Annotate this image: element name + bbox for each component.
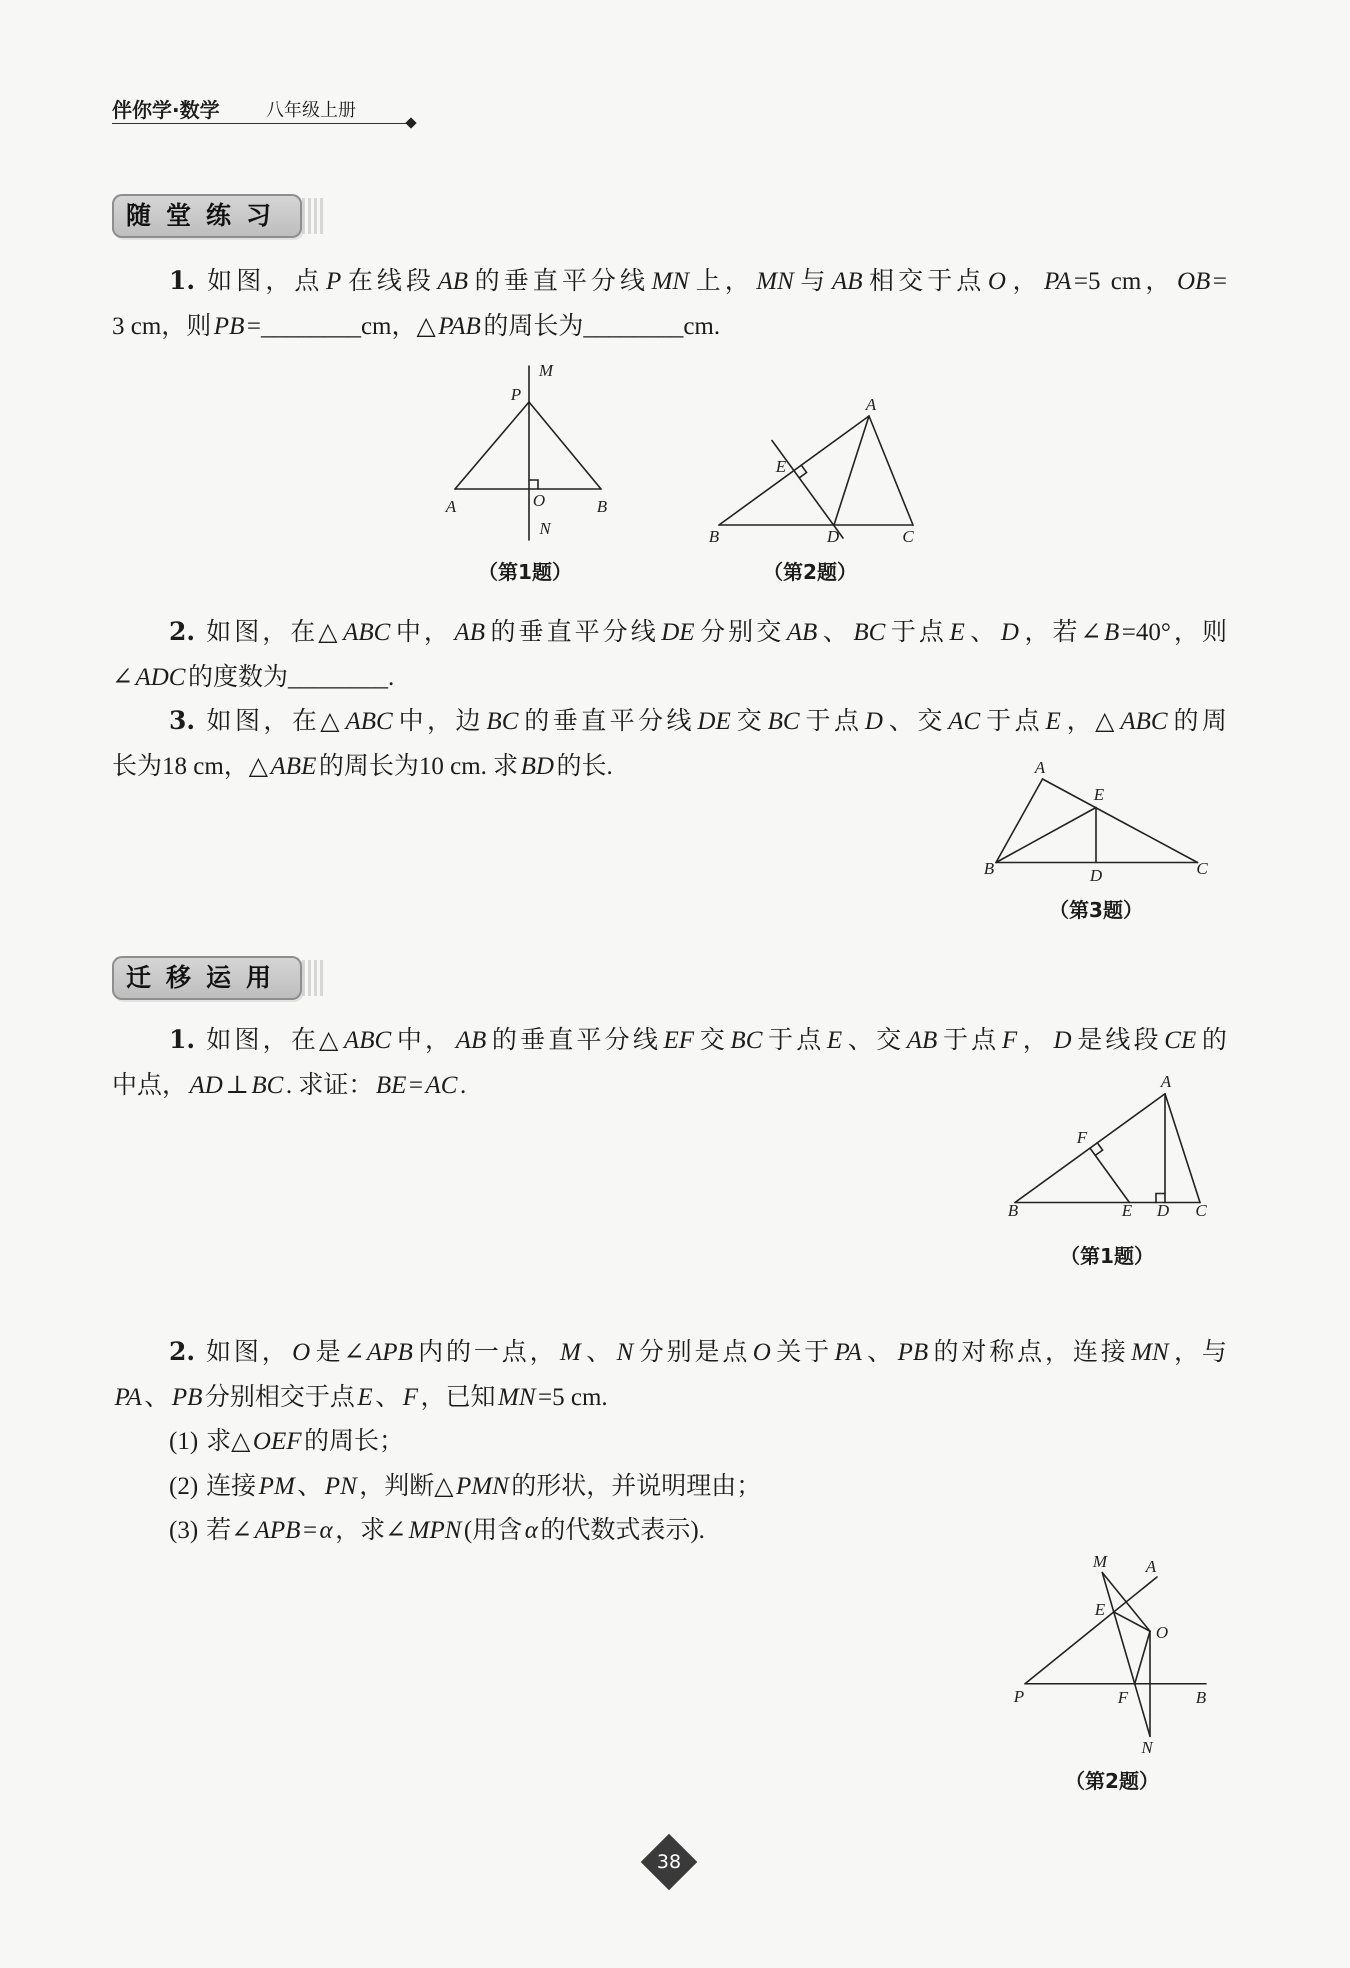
segment-ad — [834, 416, 869, 525]
figure-caption: （第2题） — [763, 560, 857, 584]
figure-caption: （第1题） — [1060, 1244, 1154, 1268]
sub-question-label: (3) — [169, 1517, 199, 1544]
math-variable: AB — [437, 268, 469, 295]
right-angle-mark — [1095, 1143, 1102, 1156]
problem-text: 如图，在△ ABC 中， AB 的垂直平分线 DE 分别交 AB 、 BC 于点 E 、 D ，若∠ B =40°，则 — [203, 619, 1227, 646]
math-variable: D — [1053, 1027, 1072, 1054]
point-label: E — [1094, 1600, 1106, 1619]
math-variable: B — [1103, 619, 1120, 646]
point-label: B — [596, 497, 608, 516]
point-label: M — [1092, 1552, 1108, 1571]
math-variable: N — [616, 1339, 634, 1366]
problem-text: 如图， O 是∠ APB 内的一点， M 、 N 分别是点 O 关于 PA 、 PB 的对称点，连接 MN ，与 — [203, 1339, 1227, 1366]
math-variable: O — [292, 1339, 311, 1366]
math-variable: BE — [375, 1071, 407, 1099]
math-variable: PAB — [438, 312, 481, 340]
figure-caption: （第3题） — [1049, 898, 1143, 922]
point-label: D — [1089, 866, 1103, 885]
figure-transfer-1 — [1008, 1072, 1208, 1220]
figure-transfer-2 — [1013, 1552, 1207, 1757]
math-variable: BC — [251, 1071, 284, 1099]
segment-pa — [455, 402, 529, 489]
math-variable: AB — [786, 619, 818, 646]
point-label: P — [1013, 1687, 1025, 1706]
segment-ac — [869, 416, 913, 525]
math-variable: E — [357, 1383, 373, 1411]
point-label: B — [708, 527, 720, 546]
math-variable: BC — [730, 1027, 763, 1054]
math-variable: PA — [1044, 268, 1072, 295]
sub-question-text: 若∠ APB = α ，求∠ MPN (用含 α 的代数式表示). — [206, 1517, 705, 1544]
figure-caption: （第2题） — [1065, 1769, 1159, 1793]
problem-number: 1. — [169, 1025, 196, 1054]
math-variable: ABC — [345, 708, 393, 735]
math-variable: PB — [171, 1383, 203, 1411]
math-variable: E — [1045, 708, 1061, 735]
segment-of — [1135, 1631, 1150, 1684]
math-variable: BC — [853, 619, 886, 646]
sub-question-text: 求△ OEF 的周长； — [206, 1428, 405, 1455]
math-variable: PN — [324, 1472, 357, 1500]
ray-pa — [1025, 1577, 1157, 1684]
math-variable: P — [325, 268, 342, 295]
figure-practice-1 — [445, 361, 608, 540]
point-label: B — [983, 859, 995, 878]
math-variable: BC — [486, 708, 519, 735]
math-variable: ABC — [343, 1027, 392, 1054]
math-variable: M — [560, 1339, 581, 1366]
math-variable: E — [949, 619, 965, 646]
point-label: F — [1117, 1688, 1129, 1707]
math-variable: OB — [1176, 268, 1211, 295]
math-variable: ABC — [1120, 708, 1168, 735]
math-variable: APB — [254, 1517, 301, 1544]
math-variable: MPN — [408, 1517, 462, 1544]
point-label: N — [1141, 1738, 1153, 1757]
sub-question-label: (1) — [169, 1428, 199, 1455]
problem-text: 长为18 cm，△ ABE 的周长为10 cm. 求 BD 的长. — [112, 752, 613, 780]
math-variable: O — [987, 268, 1006, 295]
math-variable: EF — [663, 1027, 695, 1054]
figure-caption: （第1题） — [478, 560, 572, 584]
point-label: C — [1195, 1201, 1207, 1220]
math-variable: α — [319, 1517, 333, 1544]
math-variable: O — [752, 1339, 771, 1366]
problem-text: ∠ ADC 的度数为________. — [112, 663, 395, 691]
problem-text: 如图，在△ ABC 中，边 BC 的垂直平分线 DE 交 BC 于点 D 、交 AC 于点 E ，△ ABC 的周 — [203, 708, 1227, 735]
sub-question-text: 连接 PM 、 PN ，判断△ PMN 的形状，并说明理由； — [206, 1472, 762, 1500]
math-variable: PA — [834, 1339, 862, 1366]
point-label: A — [865, 395, 877, 414]
perpendicular-bisector-de — [772, 441, 843, 539]
section-title: 迁移运用 — [126, 963, 287, 992]
problem-number: 1. — [169, 266, 196, 295]
math-variable: DE — [697, 708, 731, 735]
right-angle-mark — [799, 465, 806, 478]
right-angle-mark — [529, 480, 538, 489]
math-variable: OEF — [252, 1428, 302, 1455]
math-variable: MN — [498, 1383, 536, 1411]
point-label: A — [1145, 1557, 1157, 1576]
math-variable: AC — [425, 1071, 458, 1099]
math-variable: PB — [897, 1339, 929, 1366]
point-label: E — [775, 457, 787, 476]
segment-mo — [1102, 1573, 1150, 1632]
math-variable: AD — [189, 1071, 223, 1099]
point-label: D — [826, 527, 840, 546]
book-volume: 八年级上册 — [266, 100, 356, 121]
problem-number: 3. — [169, 706, 196, 735]
math-variable: PMN — [455, 1472, 509, 1500]
math-variable: AB — [455, 1027, 487, 1054]
math-variable: D — [864, 708, 883, 735]
point-label: B — [1007, 1201, 1019, 1220]
math-variable: AB — [831, 268, 863, 295]
math-variable: PA — [114, 1383, 142, 1411]
point-label: E — [1121, 1201, 1133, 1220]
math-variable: F — [402, 1383, 418, 1411]
point-label: B — [1195, 1688, 1207, 1707]
math-variable: BD — [520, 752, 554, 780]
math-variable: D — [1000, 619, 1019, 646]
math-variable: BC — [767, 708, 800, 735]
point-label: A — [1034, 758, 1046, 777]
point-label: O — [532, 491, 546, 510]
math-variable: AB — [906, 1027, 938, 1054]
math-variable: E — [826, 1027, 843, 1054]
point-label: F — [1076, 1128, 1088, 1147]
math-variable: PB — [213, 312, 245, 340]
math-variable: F — [1001, 1027, 1018, 1054]
point-label: D — [1156, 1201, 1170, 1220]
math-variable: APB — [366, 1339, 413, 1366]
math-variable: MN — [1131, 1339, 1169, 1366]
segment-ac — [1165, 1094, 1200, 1203]
point-label: O — [1155, 1623, 1169, 1642]
math-variable: AC — [948, 708, 981, 735]
point-label: M — [538, 361, 554, 380]
math-variable: PM — [258, 1472, 295, 1500]
math-variable: DE — [661, 619, 695, 646]
figure-practice-3 — [984, 758, 1209, 885]
math-variable: ADC — [135, 663, 186, 691]
math-variable: MN — [756, 268, 794, 295]
problem-text: 如图，点 P 在线段 AB 的垂直平分线 MN 上， MN 与 AB 相交于点 O ， PA =5 cm， OB = — [203, 268, 1227, 295]
segment-ac — [1043, 779, 1198, 863]
segment-pb — [529, 402, 601, 489]
problem-text: 3 cm，则 PB =________cm，△ PAB 的周长为________cm. — [112, 312, 721, 340]
point-label: N — [539, 519, 551, 538]
section-title: 随堂练习 — [126, 201, 287, 230]
math-variable: CE — [1164, 1027, 1197, 1054]
point-label: P — [510, 385, 522, 404]
math-variable: ABC — [343, 619, 391, 646]
book-series-title: 伴你学·数学 — [112, 98, 220, 122]
point-label: C — [902, 527, 914, 546]
problem-text: PA 、 PB 分别相交于点 E 、 F ，已知 MN =5 cm. — [114, 1383, 608, 1411]
math-variable: AB — [454, 619, 485, 646]
problem-text: 如图，在△ ABC 中， AB 的垂直平分线 EF 交 BC 于点 E 、交 AB 于点 F ， D 是线段 CE 的 — [203, 1027, 1227, 1054]
segment-ef — [1090, 1148, 1129, 1202]
point-label: A — [445, 497, 457, 516]
point-label: C — [1196, 859, 1208, 878]
page-number: 38 — [656, 1851, 682, 1873]
point-label: E — [1093, 785, 1105, 804]
sub-question-label: (2) — [169, 1472, 199, 1500]
math-variable: ABE — [270, 752, 317, 780]
point-label: A — [1160, 1072, 1172, 1091]
problem-number: 2. — [169, 617, 196, 646]
math-variable: α — [524, 1517, 538, 1544]
problem-number: 2. — [169, 1337, 196, 1366]
problem-text: 中点， AD ⊥ BC . 求证： BE = AC . — [112, 1071, 467, 1099]
math-variable: MN — [651, 268, 690, 295]
figure-practice-2 — [709, 395, 915, 546]
